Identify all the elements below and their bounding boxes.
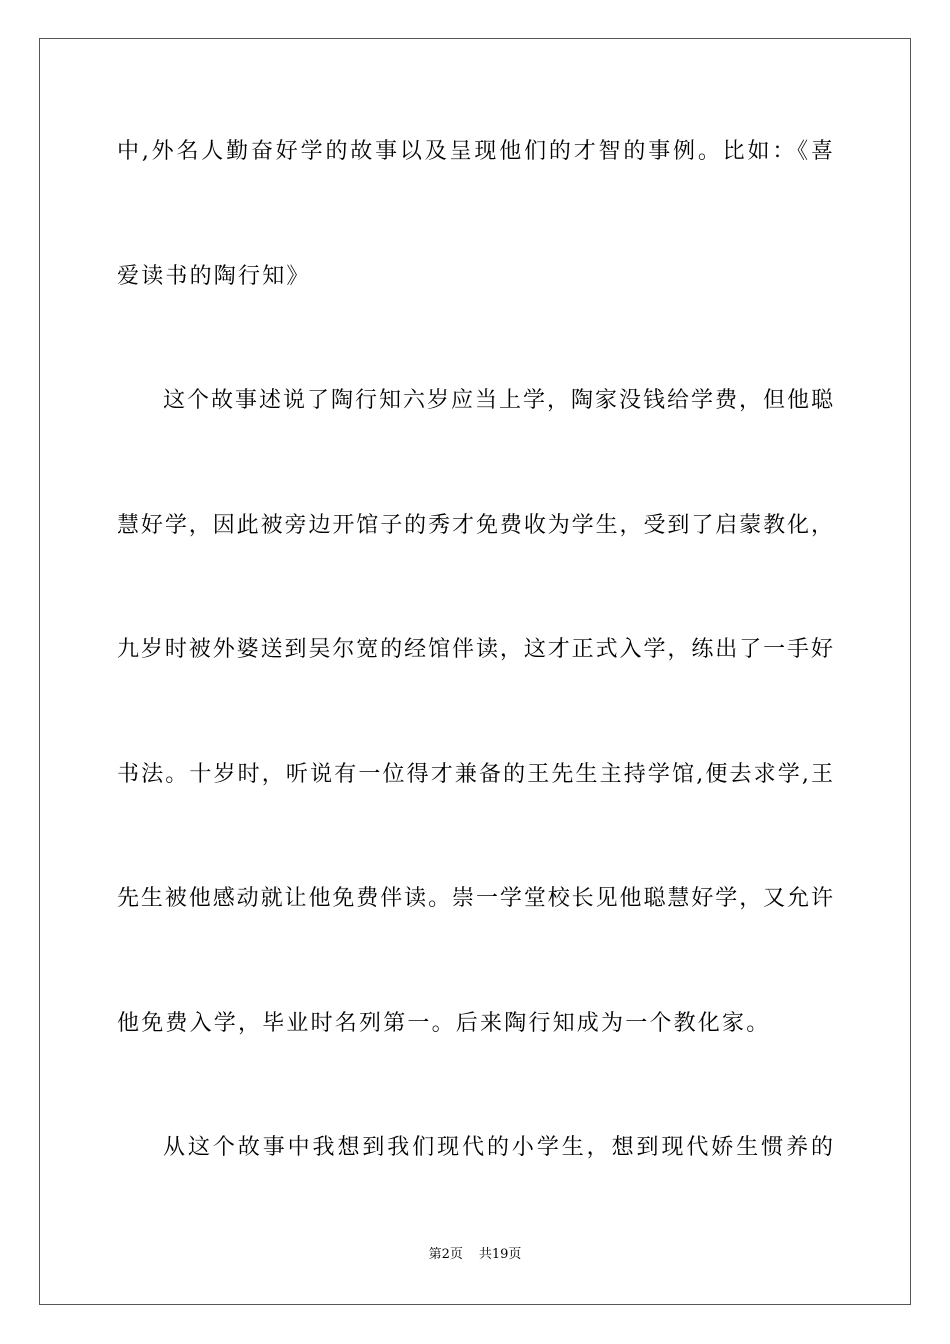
text-line-2: 爱读书的陶行知》 <box>117 264 311 289</box>
text-line-1: 中,外名人勤奋好学的故事以及呈现他们的才智的事例。比如：《喜 <box>117 139 833 164</box>
text-line-4: 慧好学，因此被旁边开馆子的秀才免费收为学生，受到了启蒙教化， <box>117 513 833 538</box>
text-line-6: 书法。十岁时，听说有一位得才兼备的王先生主持学馆,便去求学,王 <box>117 762 833 787</box>
page-footer <box>0 1246 950 1264</box>
text-line-8: 他免费入学，毕业时名列第一。后来陶行知成为一个教化家。 <box>117 1011 771 1036</box>
text-line-5: 九岁时被外婆送到吴尔宽的经馆伴读，这才正式入学，练出了一手好 <box>117 637 833 662</box>
page-total: 共19页 <box>478 1247 522 1262</box>
page-number: 第2页 <box>428 1247 463 1262</box>
text-line-7: 先生被他感动就让他免费伴读。崇一学堂校长见他聪慧好学，又允许 <box>117 886 833 911</box>
page-border <box>39 38 911 1305</box>
text-line-9: 从这个故事中我想到我们现代的小学生，想到现代娇生惯养的 <box>163 1135 833 1160</box>
text-line-3: 这个故事述说了陶行知六岁应当上学，陶家没钱给学费，但他聪 <box>163 388 833 413</box>
